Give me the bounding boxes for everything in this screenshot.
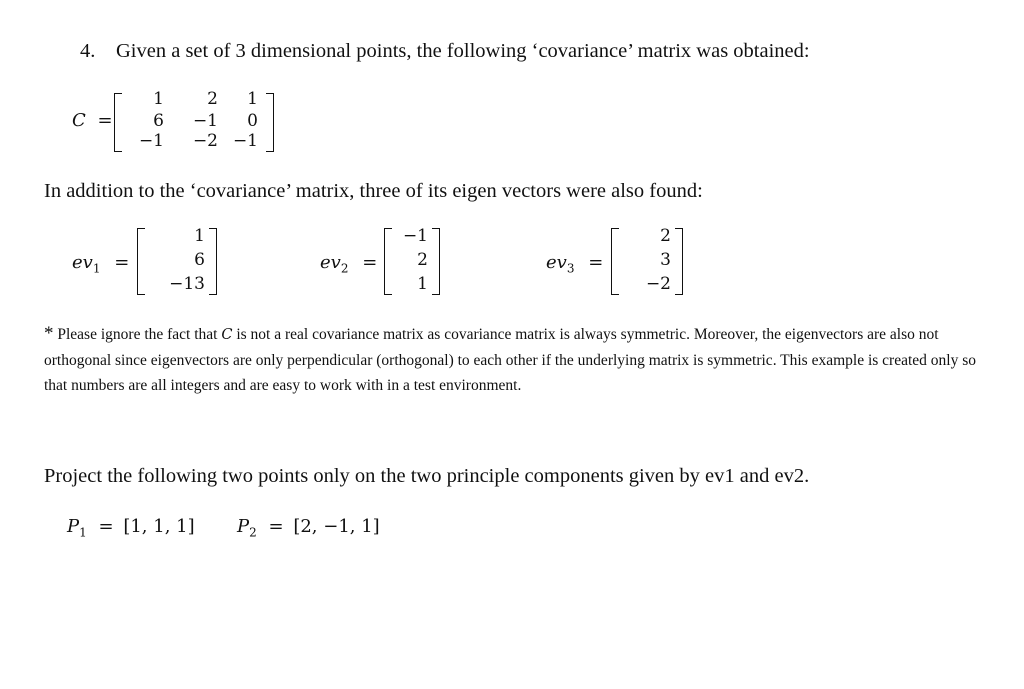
p2-base: P [237,516,250,537]
project-instruction: Project the following two points only on the two principle components given by ev1 and ev2. [44,465,810,487]
p1-value: [1, 1, 1] [123,516,195,537]
matrix-cell: 1 [247,89,258,109]
p1-sub: 1 [79,525,87,540]
ev2-base: ev [320,252,341,273]
vector-cell: 3 [660,250,671,270]
left-bracket [611,228,619,295]
vector-cell: 2 [660,226,671,246]
matrix-cell: −1 [232,131,258,151]
vector-cell: −1 [402,226,428,246]
right-bracket [266,93,274,152]
note-text-2: is not a real covariance matrix as covariance matrix is always symmetric. Moreover, the eigenvectors are also not orthogonal since eigenvectors are only perpendicular (orthogonal) to each other if the underlying matrix is symmetric. This example is created only so that numbers are all integers and are easy to work with in a test environment. [44,326,977,394]
ev1-label [72,252,129,276]
matrix-cell: 0 [247,111,258,131]
vector-cell: 1 [417,274,428,294]
note-paragraph [44,321,979,398]
ev3-vector [611,228,683,296]
ev2-label [320,252,377,276]
p2-equals: = [268,516,284,537]
covariance-symbol: C [72,110,86,131]
covariance-label [72,110,113,131]
matrix-cell: 2 [207,89,218,109]
p1-base: P [67,516,80,537]
right-bracket [675,228,683,295]
ev2-vector [384,228,440,296]
note-asterisk: * [44,323,54,344]
vector-cell: 6 [194,250,205,270]
matrix-cell: 1 [153,89,164,109]
ev2-sub: 2 [340,261,349,276]
right-bracket [209,228,217,295]
p2-value: [2, −1, 1] [293,516,380,537]
covariance-matrix [114,89,274,153]
note-var: C [221,327,233,343]
vector-cell: −13 [169,274,205,294]
covariance-equals: = [97,110,113,131]
ev1-equals: = [114,252,130,273]
matrix-cell: −2 [192,131,218,151]
p1-equals: = [98,516,114,537]
p2-sub: 2 [249,525,257,540]
ev3-base: ev [546,252,567,273]
vector-cell: 2 [417,250,428,270]
question-number: 4. [80,40,96,62]
question-text: Given a set of 3 dimensional points, the following ‘covariance’ matrix was obtained: [116,40,810,62]
eigen-intro: In addition to the ‘covariance’ matrix, three of its eigen vectors were also found: [44,180,703,202]
ev1-vector [137,228,217,296]
ev2-equals: = [362,252,378,273]
right-bracket [432,228,440,295]
note-text-1: Please ignore the fact that [53,326,222,343]
ev3-sub: 3 [566,261,575,276]
point-p1 [67,516,195,540]
left-bracket [114,93,122,152]
matrix-cell: −1 [192,111,218,131]
point-p2 [237,516,380,540]
vector-cell: 1 [194,226,205,246]
matrix-cell: 6 [153,111,164,131]
ev3-equals: = [588,252,604,273]
ev1-base: ev [72,252,93,273]
ev3-label [546,252,603,276]
left-bracket [137,228,145,295]
matrix-cell: −1 [138,131,164,151]
vector-cell: −2 [645,274,671,294]
ev1-sub: 1 [92,261,101,276]
